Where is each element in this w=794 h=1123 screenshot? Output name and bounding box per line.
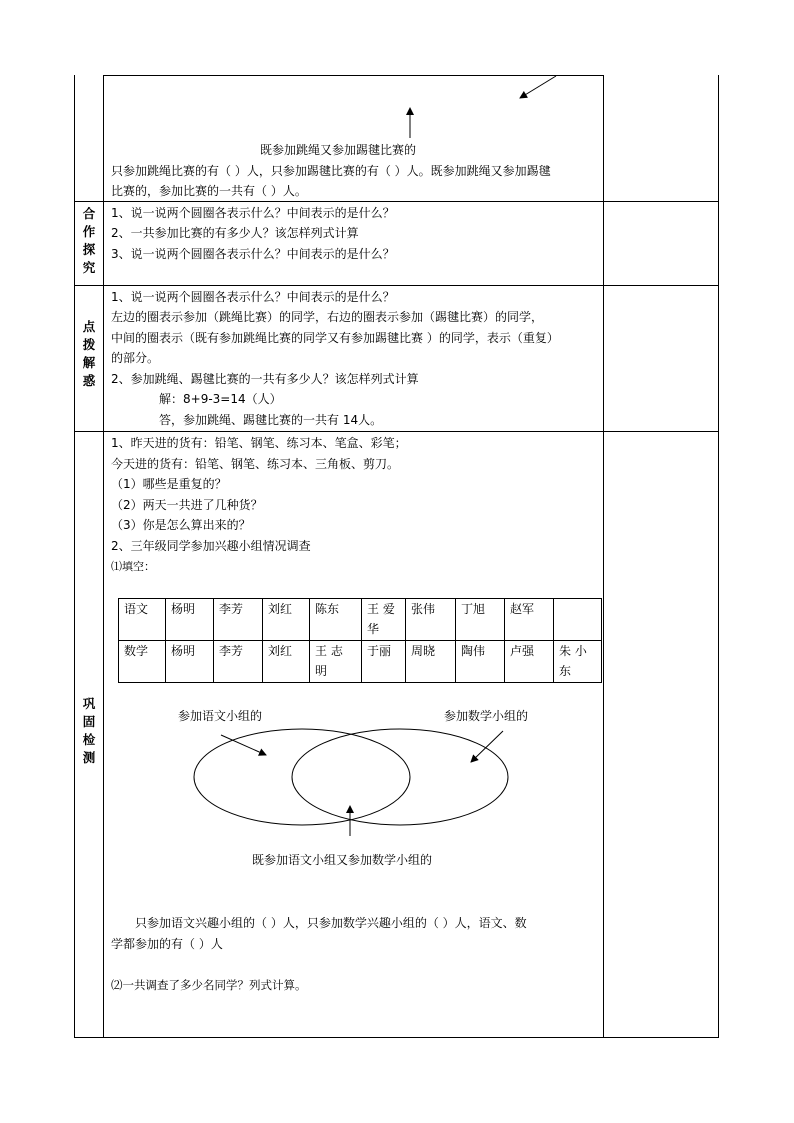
table-cell: 朱 小 东 <box>554 641 602 683</box>
table-cell: 陶伟 <box>456 641 505 683</box>
hezuo-line-2: 2、一共参加比赛的有多少人？该怎样列式计算 <box>111 226 359 240</box>
top-question-line-2: 比赛的，参加比赛的一共有（ ）人。 <box>111 184 307 198</box>
table-row <box>119 599 602 641</box>
fill-blank-line-2: 学都参加的有（ ）人 <box>111 937 223 951</box>
table-cell: 杨明 <box>166 599 214 641</box>
survey-table <box>118 598 602 683</box>
table-cell: 周晓 <box>406 641 456 683</box>
gonggu-line-6: 2、三年级同学参加兴趣小组情况调查 <box>111 539 311 553</box>
dianbo-line-5: 2、参加跳绳、踢毽比赛的一共有多少人？该怎样列式计算 <box>111 372 419 386</box>
dianbo-line-4: 的部分。 <box>111 351 160 365</box>
gonggu-line-2: 今天进的货有：铅笔、钢笔、练习本、三角板、剪刀。 <box>111 457 400 471</box>
question-2: ⑵一共调查了多少名同学？列式计算。 <box>111 978 307 992</box>
table-cell: 李芳 <box>214 599 263 641</box>
table-cell: 语文 <box>119 599 166 641</box>
venn-left-label: 参加语文小组的 <box>178 709 263 723</box>
top-diagram-caption: 既参加跳绳又参加踢毽比赛的 <box>260 143 417 157</box>
table-cell: 于丽 <box>362 641 406 683</box>
dianbo-line-2: 左边的圈表示参加（跳绳比赛）的同学，右边的圈表示参加（踢毽比赛）的同学， <box>111 310 544 324</box>
gonggu-line-3: （1）哪些是重复的？ <box>111 477 227 491</box>
fill-blank-line-1: 只参加语文兴趣小组的（ ）人，只参加数学兴趣小组的（ ）人，语文、数 <box>135 916 527 930</box>
section-label-gonggu: 巩 固 检 测 <box>82 696 96 765</box>
table-row <box>119 641 602 683</box>
dianbo-answer: 答，参加跳绳、踢毽比赛的一共有 14人。 <box>159 413 383 427</box>
gonggu-line-4: （2）两天一共进了几种货？ <box>111 498 263 512</box>
gonggu-line-7: ⑴填空： <box>111 560 155 573</box>
venn-left-ellipse <box>194 729 410 825</box>
venn-right-label: 参加数学小组的 <box>444 709 529 723</box>
section-label-dianbo: 点 拨 解 惑 <box>82 319 96 388</box>
table-cell: 丁旭 <box>456 599 505 641</box>
gonggu-line-1: 1、昨天进的货有：铅笔、钢笔、练习本、笔盒、彩笔； <box>111 436 407 450</box>
dianbo-line-3: 中间的圈表示（既有参加跳绳比赛的同学又有参加踢毽比赛 ）的同学，表示（重复） <box>111 331 559 345</box>
venn-left-arrow <box>221 735 266 755</box>
table-cell: 数学 <box>119 641 166 683</box>
venn-right-ellipse <box>292 729 508 825</box>
table-cell: 杨明 <box>166 641 214 683</box>
section-label-hezuo: 合 作 探 究 <box>82 206 96 275</box>
dianbo-line-1: 1、说一说两个圆圈各表示什么？中间表示的是什么？ <box>111 290 395 304</box>
table-cell: 赵军 <box>505 599 554 641</box>
top-question-line-1: 只参加跳绳比赛的有（ ）人，只参加踢毽比赛的有（ ）人。既参加跳绳又参加踢毽 <box>111 164 551 178</box>
table-cell <box>554 599 602 641</box>
table-cell: 刘红 <box>263 641 310 683</box>
table-cell: 刘红 <box>263 599 310 641</box>
table-cell: 卢强 <box>505 641 554 683</box>
top-diagram-arrow-diagonal <box>520 76 556 98</box>
hezuo-line-1: 1、说一说两个圆圈各表示什么？中间表示的是什么？ <box>111 206 395 220</box>
table-cell: 张伟 <box>406 599 456 641</box>
dianbo-solution: 解：8+9-3=14（人） <box>159 392 282 406</box>
hezuo-line-3: 3、说一说两个圆圈各表示什么？中间表示的是什么？ <box>111 247 395 261</box>
venn-bottom-label: 既参加语文小组又参加数学小组的 <box>252 853 433 867</box>
table-cell: 李芳 <box>214 641 263 683</box>
table-cell: 王 志 明 <box>310 641 362 683</box>
table-cell: 陈东 <box>310 599 362 641</box>
table-cell: 王 爱 华 <box>362 599 406 641</box>
gonggu-line-5: （3）你是怎么算出来的？ <box>111 518 251 532</box>
